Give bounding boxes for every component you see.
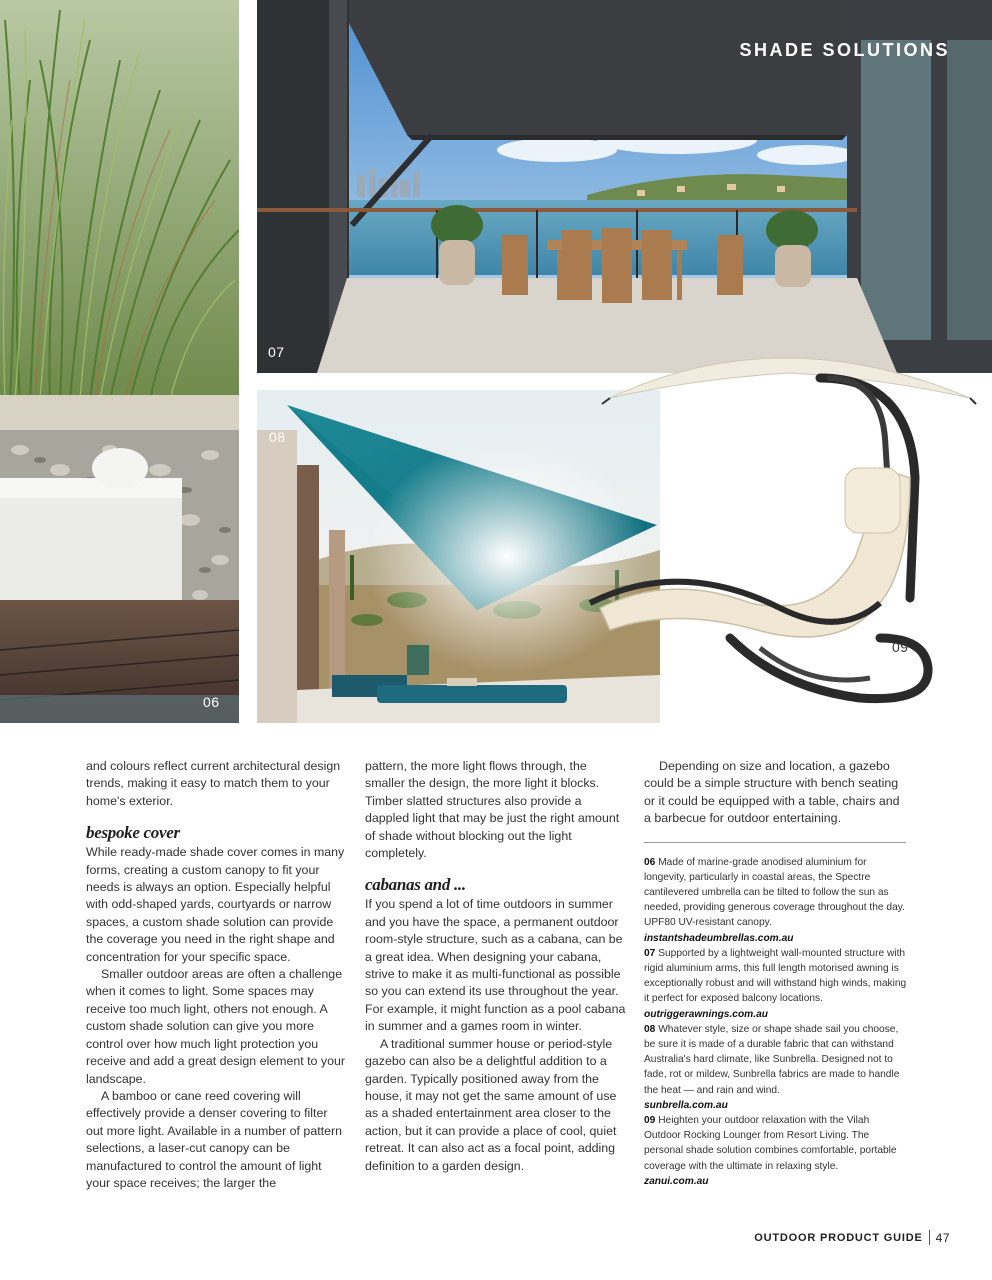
article-column-2 — [365, 758, 627, 1175]
article-column-3 — [644, 758, 908, 1189]
caption-url[interactable]: zanui.com.au — [644, 1175, 709, 1187]
article-column-1 — [86, 758, 348, 1192]
caption-number: 07 — [644, 947, 656, 959]
col1-paragraph-2: While ready-made shade cover comes in many forms, creating a custom canopy to fit your needs is always an option. Especially helpful with odd-shaped yards, courtyards or narrow spaces, a custom shade solution can provide the coverage you need in the right shape and concentration for your specific space. — [86, 845, 345, 964]
photo-08-number: 08 — [269, 429, 286, 445]
photo-06-grass-sofa — [0, 0, 239, 723]
col3-paragraph-1: Depending on size and location, a gazebo could be a simple structure with bench seating or it could be equipped with a table, chairs and a barbecue for outdoor entertaining. — [644, 759, 900, 826]
caption-url[interactable]: instantshadeumbrellas.com.au — [644, 932, 794, 944]
caption-09 — [644, 1113, 908, 1189]
caption-divider — [644, 842, 906, 843]
section-title: SHADE SOLUTIONS — [739, 40, 950, 60]
col2-paragraph-1: pattern, the more light flows through, the smaller the design, the more light it blocks. Timber slatted structures also provide a dappled light that may be just the right amount of shade without blocking out the light completely. — [365, 759, 620, 861]
footer-publication-label: OUTDOOR PRODUCT GUIDE — [754, 1231, 923, 1244]
caption-07 — [644, 946, 908, 1022]
photo-09-rocking-lounger — [580, 318, 992, 730]
col1-paragraph-1: and colours reflect current architectural design trends, making it easy to match them to your home's exterior. — [86, 759, 341, 808]
page-footer — [754, 1230, 950, 1245]
caption-number: 09 — [644, 1115, 656, 1127]
caption-06 — [644, 855, 908, 946]
col1-paragraph-3: Smaller outdoor areas are often a challenge when it comes to light. Some spaces may receive too much light, others not enough. A custom shade solution can give you more control over how much light protection you receive and add a great design element to your landscape. — [86, 967, 345, 1086]
captions-block — [644, 855, 908, 1189]
heading-bespoke-cover: bespoke cover — [86, 823, 180, 843]
photo-06-number: 06 — [203, 694, 220, 710]
caption-08 — [644, 1022, 908, 1113]
caption-number: 06 — [644, 856, 656, 868]
caption-url[interactable]: outriggerawnings.com.au — [644, 1008, 768, 1020]
col1-paragraph-4: A bamboo or cane reed covering will effectively provide a denser covering to filter out more light. Available in a number of pattern selections, a laser-cut canopy can be manufactured to control the amount of light your space receives; the larger the — [86, 1088, 342, 1190]
photo-09-number: 09 — [892, 639, 909, 655]
footer-divider — [929, 1230, 930, 1245]
caption-text: Heighten your outdoor relaxation with the Vilah Outdoor Rocking Lounger from Resort Living. The personal shade solution combines comfortable, portable coverage with the ultimate in relaxing style. — [644, 1115, 897, 1172]
caption-url[interactable]: sunbrella.com.au — [644, 1099, 728, 1111]
col2-paragraph-3: A traditional summer house or period-style gazebo can also be a delightful addition to a garden. Typically positioned away from the house, it may not get the same amount of use as a shaded entertainment area closer to the action, but it can provide a place of cool, quiet retreat. It can also act as a focal point, adding definition to a garden design. — [365, 1036, 617, 1173]
col2-paragraph-2: If you spend a lot of time outdoors in summer and you have the space, a permanent outdoor room-style structure, such as a cabana, can be a great idea. When designing your cabana, strive to make it as multi-functional as possible so you can extend its use throughout the year. For example, it might function as a pool cabana in summer and a games room in winter. — [365, 897, 626, 1034]
heading-cabanas: cabanas and ... — [365, 875, 466, 895]
caption-text: Whatever style, size or shape shade sail you choose, be sure it is made of a durable fabric that can withstand Australia's hard climate, like Sunbrella. Designed not to fade, rot or mildew, Sunbrella fabrics are made to handle the heat — and rain and wind. — [644, 1023, 900, 1096]
caption-text: Made of marine-grade anodised aluminium for longevity, particularly in coastal areas, the Spectre cantilevered umbrella can be tilted to follow the sun as needed, providing generous coverage throughout the day. UPF80 UV-resistant canopy. — [644, 856, 905, 929]
caption-text: Supported by a lightweight wall-mounted structure with rigid aluminium arms, this full length motorised awning is exceptionally robust and will withstand high winds, making it perfect for exposed balcony locations. — [644, 947, 907, 1005]
page-number: 47 — [935, 1230, 950, 1245]
photo-07-number: 07 — [268, 344, 285, 360]
caption-number: 08 — [644, 1023, 656, 1035]
